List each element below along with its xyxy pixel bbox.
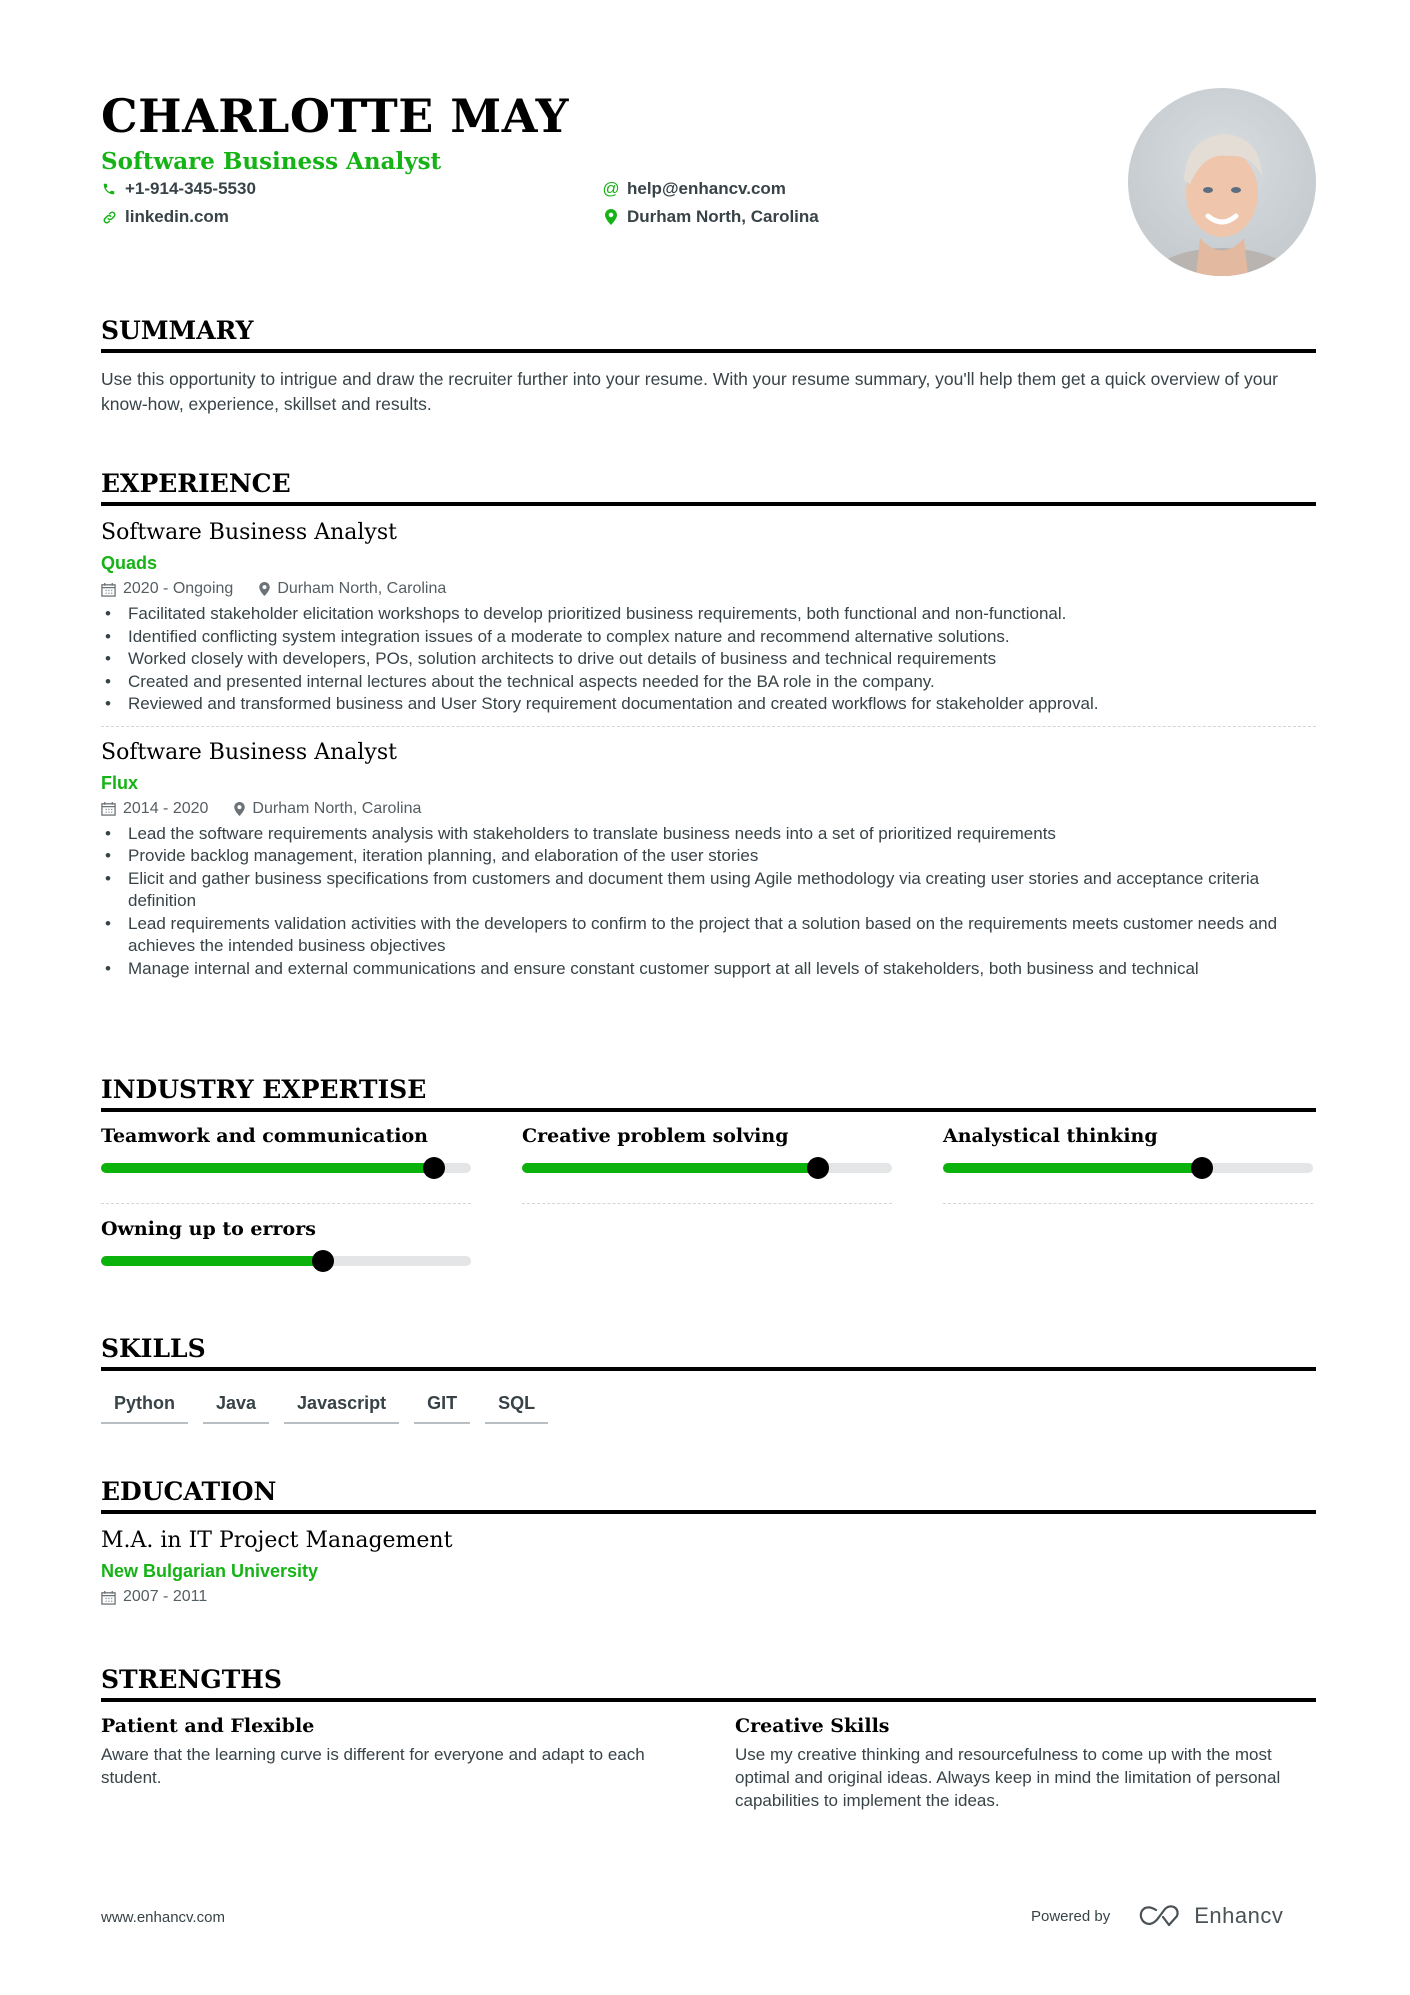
expertise-knob xyxy=(423,1157,445,1179)
summary-section xyxy=(101,315,1316,417)
strengths-section xyxy=(101,1664,1316,1832)
calendar-icon xyxy=(101,582,116,597)
enhancv-logo-icon xyxy=(1138,1904,1184,1928)
expertise-label: Teamwork and communication xyxy=(101,1125,428,1147)
skills-list xyxy=(101,1391,1316,1424)
job-dates: 2020 - Ongoing xyxy=(123,580,234,597)
section-divider xyxy=(101,1510,1316,1514)
education-dates: 2007 - 2011 xyxy=(123,1588,208,1605)
bullet-item: • Lead the software requirements analysis with stakeholders to translate business needs into a set of prioritized requirements xyxy=(101,823,1316,846)
strength-title: Creative Skills xyxy=(735,1715,890,1737)
entry-divider xyxy=(101,726,1316,727)
bullet-item: • Lead requirements validation activities with the developers to confirm to the project that a solution based on the requirements meets customer needs and achieves the intended business objectives xyxy=(101,913,1316,958)
avatar xyxy=(1128,88,1316,276)
location-text: Durham North, Carolina xyxy=(627,207,819,226)
bullet-item: • Provide backlog management, iteration planning, and elaboration of the user stories xyxy=(101,845,1316,868)
bullet-item: • Facilitated stakeholder elicitation workshops to develop prioritized business requirements, both functional and non-functional. xyxy=(101,603,1316,626)
skill-tag: SQL xyxy=(485,1391,548,1424)
job-meta xyxy=(101,578,1316,600)
strength-desc: Aware that the learning curve is different for everyone and adapt to each student. xyxy=(101,1745,645,1787)
skill-tag: Python xyxy=(101,1391,188,1424)
candidate-title: Software Business Analyst xyxy=(101,148,442,175)
map-pin-icon xyxy=(234,802,245,816)
expertise-bar xyxy=(943,1163,1313,1173)
job-meta xyxy=(101,798,1316,820)
contact-phone xyxy=(101,178,256,200)
expertise-item xyxy=(522,1122,892,1204)
footer-website[interactable]: www.enhancv.com xyxy=(101,1909,225,1926)
at-icon: @ xyxy=(602,179,620,198)
calendar-icon xyxy=(101,1590,116,1605)
summary-text: Use this opportunity to intrigue and draw the recruiter further into your resume. With your resume summary, you'll help them get a quick overview of your know-how, experience, skillset and results. xyxy=(101,369,1279,414)
job-entry xyxy=(101,738,1316,981)
expertise-knob xyxy=(1191,1157,1213,1179)
contact-location xyxy=(603,206,819,228)
phone-text: +1-914-345-5530 xyxy=(125,179,256,198)
section-divider xyxy=(101,1108,1316,1112)
bullet-item: • Worked closely with developers, POs, solution architects to drive out details of business and technical requirements xyxy=(101,648,1316,671)
skills-section xyxy=(101,1333,1316,1424)
map-pin-icon xyxy=(603,209,619,225)
expertise-bar xyxy=(101,1256,471,1266)
contact-link[interactable] xyxy=(101,206,229,228)
expertise-item xyxy=(101,1122,471,1204)
expertise-section xyxy=(101,1074,1316,1302)
expertise-item xyxy=(943,1122,1313,1204)
strength-title: Patient and Flexible xyxy=(101,1715,315,1737)
job-bullets xyxy=(101,823,1316,981)
expertise-fill xyxy=(943,1163,1202,1173)
strength-item xyxy=(735,1712,1316,1812)
powered-by-text: Powered by xyxy=(1031,1907,1111,1925)
company-name: Flux xyxy=(101,772,139,793)
link-text[interactable]: linkedin.com xyxy=(125,207,229,226)
calendar-icon xyxy=(101,801,116,816)
skill-tag: Java xyxy=(203,1391,269,1424)
job-location: Durham North, Carolina xyxy=(277,580,447,597)
job-bullets xyxy=(101,603,1316,716)
section-divider xyxy=(101,349,1316,353)
link-icon xyxy=(101,209,117,225)
section-heading: EXPERIENCE xyxy=(101,469,291,498)
expertise-bar xyxy=(101,1163,471,1173)
expertise-item xyxy=(101,1215,471,1266)
expertise-label: Analystical thinking xyxy=(943,1125,1158,1147)
section-heading: SKILLS xyxy=(101,1334,206,1363)
skill-tag: GIT xyxy=(414,1391,470,1424)
section-divider xyxy=(101,1367,1316,1371)
candidate-name: CHARLOTTE MAY xyxy=(101,89,569,143)
experience-section xyxy=(101,468,1316,980)
job-title: Software Business Analyst xyxy=(101,520,397,545)
expertise-fill xyxy=(101,1163,434,1173)
expertise-label: Creative problem solving xyxy=(522,1125,789,1147)
job-location: Durham North, Carolina xyxy=(252,799,422,817)
education-section xyxy=(101,1476,1316,1608)
email-text[interactable]: help@enhancv.com xyxy=(627,179,786,198)
map-pin-icon xyxy=(259,582,270,596)
bullet-item: • Elicit and gather business specifications from customers and document them using Agile methodology via creating user stories and acceptance criteria definition xyxy=(101,868,1316,913)
degree-title: M.A. in IT Project Management xyxy=(101,1528,453,1553)
bullet-item: • Reviewed and transformed business and User Story requirement documentation and created workflows for stakeholder approval. xyxy=(101,693,1316,716)
job-entry xyxy=(101,518,1316,716)
phone-icon xyxy=(101,181,117,197)
job-dates: 2014 - 2020 xyxy=(123,799,209,817)
section-heading: EDUCATION xyxy=(101,1477,277,1506)
bullet-item: • Created and presented internal lectures about the technical aspects needed for the BA role in the company. xyxy=(101,671,1316,694)
section-heading: STRENGTHS xyxy=(101,1665,282,1694)
contact-email[interactable] xyxy=(603,178,786,200)
expertise-knob xyxy=(312,1250,334,1272)
expertise-label: Owning up to errors xyxy=(101,1218,316,1240)
expertise-bar xyxy=(522,1163,892,1173)
bullet-item: • Identified conflicting system integration issues of a moderate to complex nature and recommend alternative solutions. xyxy=(101,626,1316,649)
job-title: Software Business Analyst xyxy=(101,739,397,765)
expertise-knob xyxy=(807,1157,829,1179)
skill-tag: Javascript xyxy=(284,1391,399,1424)
section-heading: INDUSTRY EXPERTISE xyxy=(101,1075,427,1104)
school-name: New Bulgarian University xyxy=(101,1561,319,1581)
entry-divider xyxy=(522,1203,892,1204)
brand-name: Enhancv xyxy=(1194,1903,1284,1928)
strength-item xyxy=(101,1712,691,1789)
section-divider xyxy=(101,1698,1316,1702)
company-name: Quads xyxy=(101,553,158,573)
section-divider xyxy=(101,502,1316,506)
section-heading: SUMMARY xyxy=(101,316,254,345)
entry-divider xyxy=(943,1203,1313,1204)
strength-desc: Use my creative thinking and resourcefulness to come up with the most optimal and original ideas. Always keep in mind the limitation of personal capabilities to implement the ideas. xyxy=(735,1745,1281,1810)
expertise-fill xyxy=(101,1256,323,1266)
entry-divider xyxy=(101,1203,471,1204)
footer-branding xyxy=(1031,1903,1283,1929)
portrait-photo xyxy=(1128,88,1316,276)
bullet-item: • Manage internal and external communications and ensure constant customer support at all levels of stakeholders, both business and technical xyxy=(101,958,1316,981)
expertise-fill xyxy=(522,1163,818,1173)
enhancv-logo[interactable] xyxy=(1138,1903,1283,1929)
education-meta xyxy=(101,1586,1316,1608)
